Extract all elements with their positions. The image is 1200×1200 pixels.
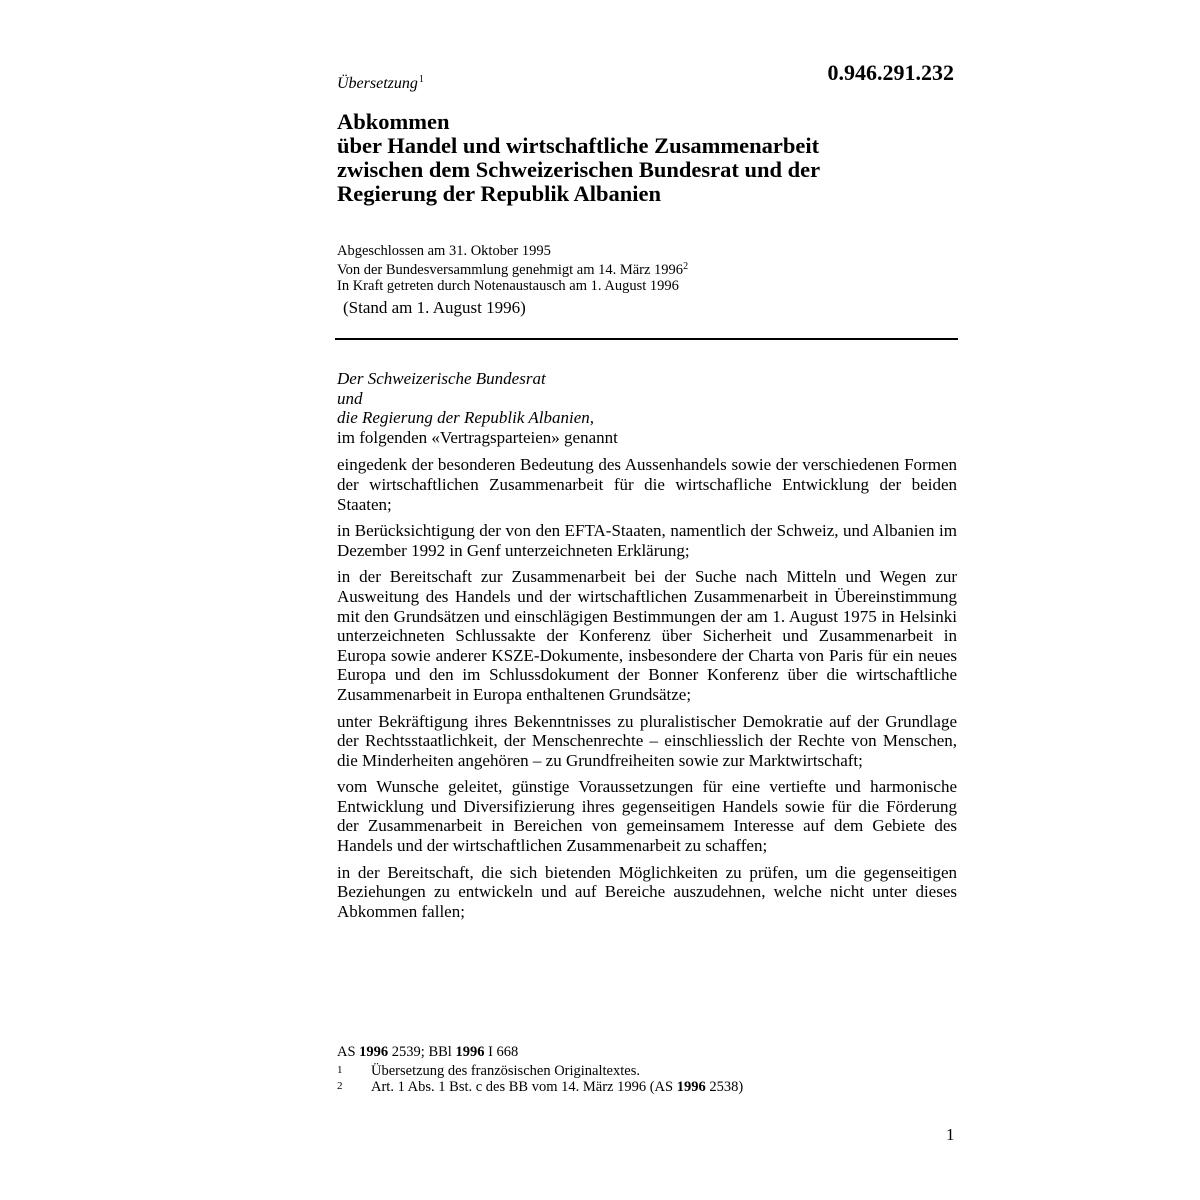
approved-date [337, 259, 957, 278]
preamble-paragraph: unter Bekräftigung ihres Bekenntnisses zu pluralistischer Demokratie auf der Grundlage der Rechtsstaatlichkeit, der Menschenrechte – einschliesslich der Rechte von Menschen, die Minderheiten angehören – zu Grundfreiheiten sowie zur Marktwirtschaft; [337, 711, 957, 770]
concluded-date: Abgeschlossen am 31. Oktober 1995 [337, 243, 551, 259]
footnote-ref-1[interactable]: 1 [418, 74, 424, 85]
party-1: Der Schweizerische Bundesrat [337, 369, 546, 388]
footnote-text-year: 1996 [676, 1079, 706, 1095]
preamble [337, 369, 957, 928]
bbl-rest: I 668 [484, 1044, 519, 1060]
footnote-text-prefix: Art. 1 Abs. 1 Bst. c des BB vom 14. März 1996 (AS [371, 1079, 677, 1095]
sr-number: 0.946.291.232 [827, 60, 954, 85]
preamble-paragraph: in der Bereitschaft, die sich bietenden Möglichkeiten zu prüfen, um die gegenseitigen Beziehungen zu entwickeln und auf Bereiche auszudehnen, welche nicht unter dieses Abkommen fallen; [337, 862, 957, 921]
in-force-date: In Kraft getreten durch Notenaustausch am 1. August 1996 [337, 278, 679, 294]
as-prefix: AS [337, 1044, 360, 1060]
title-line: Abkommen [337, 109, 450, 134]
footnote-text [371, 1079, 957, 1095]
approved-text: Von der Bundesversammlung genehmigt am 14. März 1996 [337, 262, 684, 278]
footnote-number: 2 [337, 1080, 343, 1092]
footnote-text: Übersetzung des französischen Originaltextes. [371, 1063, 640, 1079]
title-line: Regierung der Republik Albanien [337, 181, 662, 206]
preamble-paragraph: in der Bereitschaft zur Zusammenarbeit bei der Suche nach Mitteln und Wegen zur Ausweitung des Handels und der wirtschaftlichen Zusammenarbeit in Übereinstimmung mit den Grundsätzen und einschlägigen Bestimmungen der am 1. August 1975 in Helsinki unterzeichneten Schlussakte der Konferenz über Sicherheit und Zusammenarbeit in Europa sowie anderer KSZE-Dokumente, insbesondere der Charta von Paris für ein neues Europa und den im Schlussdokument der Bonner Konferenz über die wirtschaftliche Zusammenarbeit in Europa enthaltenen Grundsätze; [337, 567, 957, 704]
preamble-paragraph: in Berücksichtigung der von den EFTA-Staaten, namentlich der Schweiz, und Albanien im Dezember 1992 in Genf unterzeichneten Erklärung; [337, 521, 957, 560]
document-title [337, 110, 957, 206]
footnote-number: 1 [337, 1064, 343, 1076]
footnote-2 [337, 1079, 957, 1095]
official-compilation-reference [337, 1044, 957, 1060]
parties-designation: im folgenden «Vertragsparteien» genannt [337, 427, 618, 447]
translation-text: Übersetzung [337, 75, 418, 92]
party-2: die Regierung der Republik Albanien, [337, 408, 594, 428]
dates-block [337, 243, 957, 294]
footnote-1 [337, 1063, 957, 1079]
as-page: 2539; BBl [388, 1044, 456, 1060]
title-line: über Handel und wirtschaftliche Zusammenarbeit [337, 133, 820, 158]
status-date: (Stand am 1. August 1996) [343, 298, 526, 317]
page-number: 1 [946, 1125, 955, 1144]
preamble-paragraph: vom Wunsche geleitet, günstige Voraussetzungen für eine vertiefte und harmonische Entwicklung und Diversifizierung ihres gegenseitigen Handels sowie für die Förderung der Zusammenarbeit in Bereichen von gemeinsamem Interesse auf dem Gebiete des Handels und der wirtschaftlichen Zusammenarbeit zu schaffen; [337, 777, 957, 856]
footnote-text-suffix: 2538) [705, 1079, 744, 1095]
footnote-ref-2[interactable]: 2 [683, 261, 689, 272]
and-conjunction: und [337, 388, 363, 408]
translation-label [337, 74, 424, 93]
preamble-paragraph: eingedenk der besonderen Bedeutung des Aussenhandels sowie der verschiedenen Formen der wirtschaftlichen Zusammenarbeit für die wirtschafliche Entwicklung der beiden Staaten; [337, 455, 957, 514]
footnotes [337, 1044, 957, 1095]
title-line: zwischen dem Schweizerischen Bundesrat und der [337, 157, 821, 182]
as-year: 1996 [359, 1044, 389, 1060]
bbl-year: 1996 [455, 1044, 485, 1060]
header-divider [335, 338, 958, 340]
